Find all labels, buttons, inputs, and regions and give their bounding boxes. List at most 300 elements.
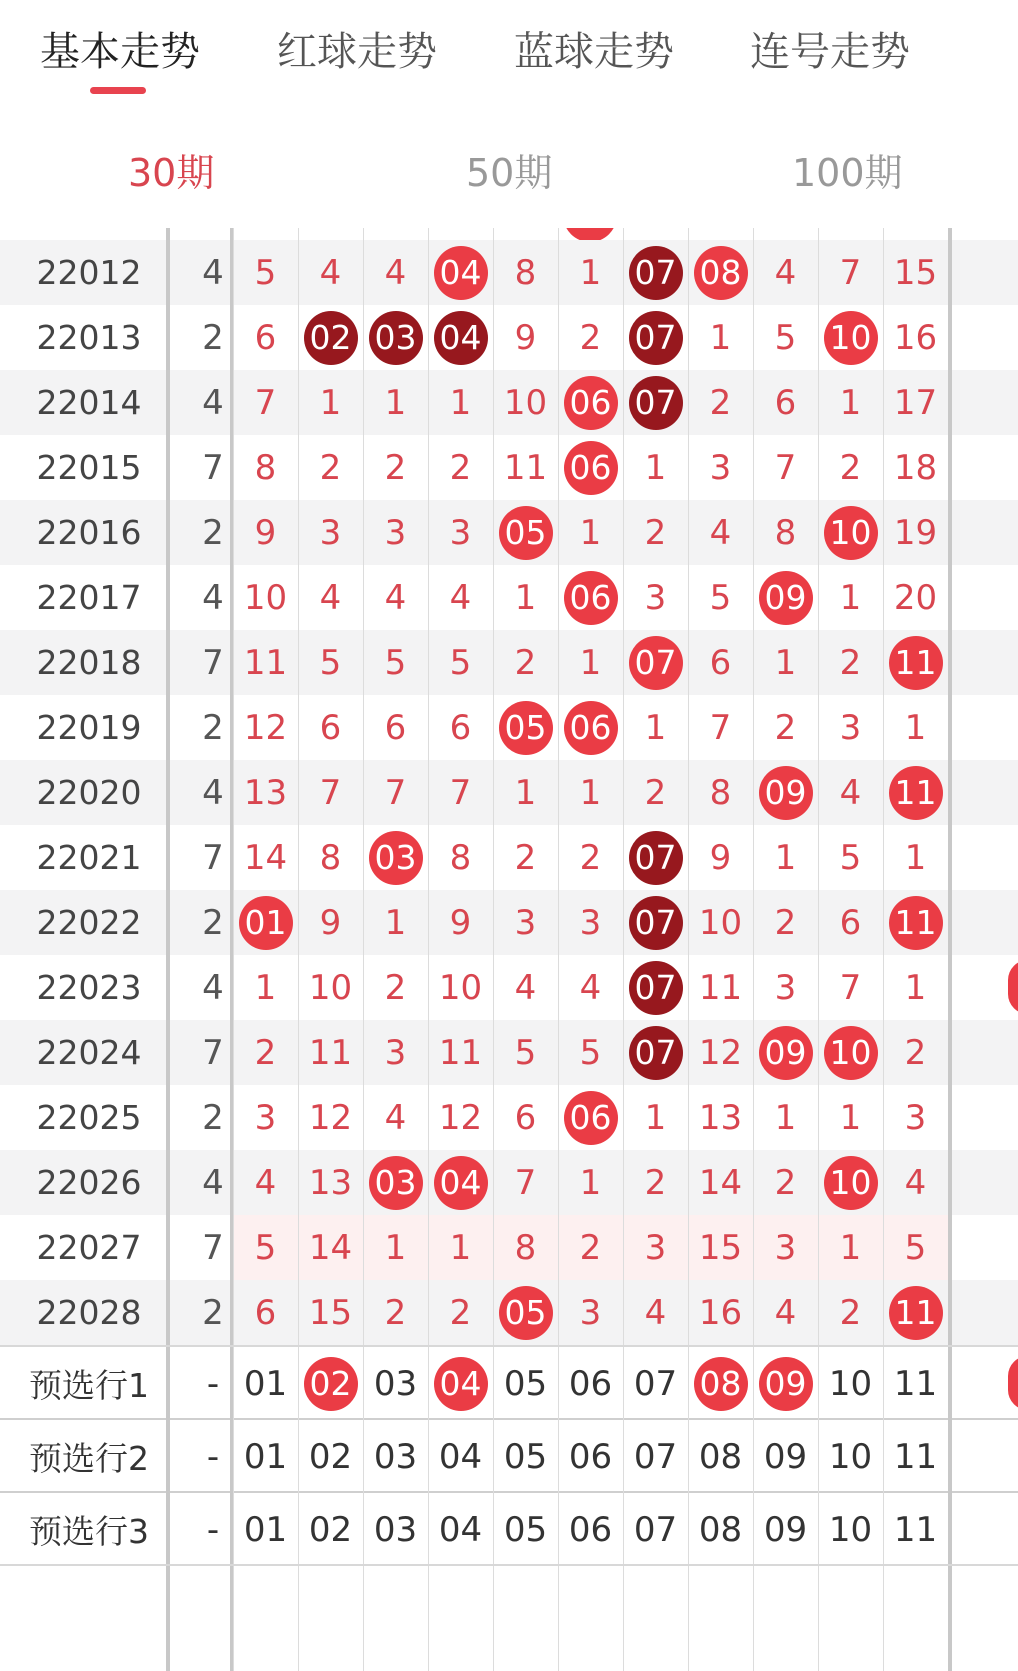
column-divider: [166, 228, 170, 1671]
number-cell: [883, 1215, 948, 1280]
number-cell: [233, 435, 298, 500]
miss-count: 6: [254, 317, 277, 358]
number-cell: [818, 890, 883, 955]
select-cell[interactable]: [428, 1347, 493, 1420]
number-cell: [298, 760, 363, 825]
miss-count: 17: [893, 382, 938, 423]
number-cell: [298, 630, 363, 695]
select-number[interactable]: 09: [763, 1436, 808, 1477]
column-divider: [818, 228, 819, 1671]
select-cell[interactable]: [428, 1420, 493, 1493]
number-ball: 07: [629, 961, 683, 1015]
number-cell: [753, 890, 818, 955]
select-cell[interactable]: [623, 1347, 688, 1420]
miss-count: 2: [839, 447, 862, 488]
column-divider: [558, 228, 559, 1671]
select-cell[interactable]: [363, 1420, 428, 1493]
select-number[interactable]: 05: [503, 1509, 548, 1550]
tab-3[interactable]: 蓝球走势: [514, 29, 674, 75]
preselect-sum: -: [206, 1363, 220, 1404]
select-number[interactable]: 07: [633, 1509, 678, 1550]
number-cell: [883, 1020, 948, 1085]
miss-count: 10: [438, 967, 483, 1008]
tab-1[interactable]: 基本走势: [40, 29, 200, 75]
issue-number: 22025: [36, 1098, 142, 1137]
table-row: [0, 500, 1018, 565]
miss-count: 6: [709, 642, 732, 683]
miss-count: 14: [698, 1162, 743, 1203]
select-cell[interactable]: [623, 1493, 688, 1566]
issue-number: 22013: [36, 318, 142, 357]
miss-count: 4: [709, 512, 732, 553]
select-number[interactable]: 10: [828, 1509, 873, 1550]
select-cell[interactable]: [753, 1347, 818, 1420]
select-number[interactable]: 04: [438, 1509, 483, 1550]
select-cell[interactable]: [818, 1493, 883, 1566]
number-cell: [558, 1150, 623, 1215]
number-cell: [558, 630, 623, 695]
select-cell[interactable]: [493, 1493, 558, 1566]
number-cell: [883, 760, 948, 825]
number-cell: [818, 305, 883, 370]
number-cell: [818, 1280, 883, 1345]
miss-count: 4: [449, 577, 472, 618]
select-cell[interactable]: [493, 1347, 558, 1420]
select-number[interactable]: 03: [373, 1436, 418, 1477]
number-cell: [428, 1020, 493, 1085]
preselect-label: 预选行3: [29, 1512, 149, 1551]
number-ball: 06: [564, 1091, 618, 1145]
select-cell[interactable]: [558, 1493, 623, 1566]
select-number[interactable]: 03: [373, 1363, 418, 1404]
miss-count: 3: [904, 1097, 927, 1138]
miss-count: 10: [698, 902, 743, 943]
miss-count: 1: [384, 902, 407, 943]
number-cell: [883, 630, 948, 695]
select-cell[interactable]: [493, 1420, 558, 1493]
number-ball: 09: [759, 1026, 813, 1080]
number-cell: [818, 825, 883, 890]
number-cell: [493, 1280, 558, 1345]
select-cell[interactable]: [298, 1493, 363, 1566]
trend-table[interactable]: [0, 228, 1018, 1671]
miss-count: 3: [254, 1097, 277, 1138]
number-cell: [558, 240, 623, 305]
miss-count: 14: [308, 1227, 353, 1268]
select-cell[interactable]: [883, 1493, 948, 1566]
number-cell: [493, 500, 558, 565]
number-cell: [363, 695, 428, 760]
column-divider: [623, 228, 624, 1671]
number-cell: [558, 825, 623, 890]
miss-count: 2: [449, 447, 472, 488]
number-cell: [428, 1085, 493, 1150]
select-cell[interactable]: [363, 1347, 428, 1420]
miss-count: 2: [514, 837, 537, 878]
number-ball: 10: [824, 1026, 878, 1080]
preselect-row: [0, 1345, 1018, 1420]
number-cell: [623, 1085, 688, 1150]
number-cell: [623, 630, 688, 695]
select-cell[interactable]: [818, 1347, 883, 1420]
number-cell: [558, 955, 623, 1020]
miss-count: 1: [839, 1097, 862, 1138]
tab-4[interactable]: 连号走势: [750, 29, 910, 75]
number-cell: [688, 240, 753, 305]
number-cell: [428, 435, 493, 500]
number-cell: [233, 955, 298, 1020]
number-ball: 01: [239, 896, 293, 950]
miss-count: 15: [698, 1227, 743, 1268]
table-row: [0, 240, 1018, 305]
number-cell: [818, 370, 883, 435]
number-cell: [298, 1280, 363, 1345]
select-cell[interactable]: [428, 1493, 493, 1566]
number-cell: [558, 1280, 623, 1345]
number-cell: [363, 890, 428, 955]
number-cell: [428, 305, 493, 370]
number-cell: [233, 500, 298, 565]
number-ball: 08: [694, 246, 748, 300]
number-cell: [688, 1020, 753, 1085]
issue-number: 22019: [36, 708, 142, 747]
number-ball: 10: [824, 1156, 878, 1210]
miss-count: 6: [254, 1292, 277, 1333]
number-ball[interactable]: 04: [434, 1357, 488, 1411]
miss-count: 4: [384, 252, 407, 293]
number-cell: [753, 760, 818, 825]
miss-count: 2: [774, 707, 797, 748]
number-cell: [818, 435, 883, 500]
table-row: [0, 890, 1018, 955]
number-cell: [688, 1280, 753, 1345]
select-number[interactable]: 05: [503, 1363, 548, 1404]
select-number[interactable]: 11: [893, 1436, 938, 1477]
select-cell[interactable]: [363, 1493, 428, 1566]
number-cell: [493, 695, 558, 760]
select-cell[interactable]: [688, 1347, 753, 1420]
select-number[interactable]: 02: [308, 1436, 353, 1477]
select-number[interactable]: 08: [698, 1509, 743, 1550]
number-cell: [688, 890, 753, 955]
number-cell: [883, 565, 948, 630]
select-number[interactable]: 04: [438, 1436, 483, 1477]
period-option-3[interactable]: 100期: [792, 151, 903, 195]
number-cell: [688, 435, 753, 500]
miss-count: 15: [893, 252, 938, 293]
select-cell[interactable]: [753, 1493, 818, 1566]
number-cell: [428, 1280, 493, 1345]
miss-count: 1: [904, 967, 927, 1008]
number-cell: [753, 370, 818, 435]
miss-count: 16: [893, 317, 938, 358]
miss-count: 5: [319, 642, 342, 683]
number-cell: [428, 1215, 493, 1280]
number-cell: [818, 240, 883, 305]
miss-count: 5: [579, 1032, 602, 1073]
miss-count: 2: [774, 1162, 797, 1203]
number-cell: [623, 1215, 688, 1280]
number-cell: [753, 240, 818, 305]
miss-count: 7: [319, 772, 342, 813]
number-cell: [363, 370, 428, 435]
number-ball: 07: [629, 376, 683, 430]
issue-number: 22027: [36, 1228, 142, 1267]
number-ball: 06: [564, 571, 618, 625]
number-cell: [753, 1215, 818, 1280]
miss-count: 1: [839, 1227, 862, 1268]
miss-count: 4: [254, 1162, 277, 1203]
number-cell: [558, 695, 623, 760]
miss-count: 7: [254, 382, 277, 423]
number-cell: [493, 565, 558, 630]
number-cell: [298, 305, 363, 370]
number-ball: 09: [759, 766, 813, 820]
select-number[interactable]: 06: [568, 1363, 613, 1404]
miss-count: 2: [319, 447, 342, 488]
miss-count: 1: [514, 772, 537, 813]
number-cell: [363, 240, 428, 305]
number-cell: [558, 890, 623, 955]
miss-count: 1: [254, 967, 277, 1008]
miss-count: 10: [503, 382, 548, 423]
miss-count: 3: [579, 1292, 602, 1333]
number-cell: [493, 305, 558, 370]
select-cell[interactable]: [298, 1420, 363, 1493]
number-cell: [493, 825, 558, 890]
sum-value: 4: [202, 382, 224, 423]
issue-number: 22015: [36, 448, 142, 487]
column-divider: [298, 228, 299, 1671]
tab-2[interactable]: 红球走势: [277, 29, 437, 75]
number-cell: [558, 1020, 623, 1085]
number-cell: [883, 240, 948, 305]
miss-count: 2: [579, 1227, 602, 1268]
select-cell[interactable]: [233, 1420, 298, 1493]
miss-count: 1: [579, 1162, 602, 1203]
sum-value: 2: [202, 707, 224, 748]
issue-number: 22014: [36, 383, 142, 422]
number-cell: [753, 630, 818, 695]
miss-count: 2: [449, 1292, 472, 1333]
number-cell: [688, 760, 753, 825]
number-ball: 07: [629, 896, 683, 950]
miss-count: 11: [243, 642, 288, 683]
number-ball[interactable]: 09: [759, 1357, 813, 1411]
miss-count: 7: [839, 967, 862, 1008]
number-cell: [493, 760, 558, 825]
number-cell: [233, 695, 298, 760]
preselect-row: [0, 1491, 1018, 1566]
select-number[interactable]: 07: [633, 1363, 678, 1404]
number-cell: [558, 305, 623, 370]
select-cell[interactable]: [818, 1420, 883, 1493]
number-cell: [363, 1215, 428, 1280]
select-cell[interactable]: [688, 1420, 753, 1493]
select-number[interactable]: 07: [633, 1436, 678, 1477]
select-number[interactable]: 10: [828, 1363, 873, 1404]
select-cell[interactable]: [753, 1420, 818, 1493]
select-number[interactable]: 02: [308, 1509, 353, 1550]
number-cell: [558, 1085, 623, 1150]
number-cell: [363, 1150, 428, 1215]
number-cell: [428, 370, 493, 435]
number-cell: [233, 890, 298, 955]
issue-number: 22028: [36, 1293, 142, 1332]
number-cell: [818, 1020, 883, 1085]
table-row: [0, 1020, 1018, 1085]
number-cell: [493, 1150, 558, 1215]
select-cell[interactable]: [688, 1493, 753, 1566]
number-cell: [298, 695, 363, 760]
number-cell: [363, 565, 428, 630]
select-number[interactable]: 01: [243, 1436, 288, 1477]
miss-count: 1: [384, 382, 407, 423]
miss-count: 4: [384, 577, 407, 618]
select-number[interactable]: 03: [373, 1509, 418, 1550]
number-cell: [298, 825, 363, 890]
number-cell: [818, 630, 883, 695]
number-ball: 11: [889, 766, 943, 820]
miss-count: 1: [774, 837, 797, 878]
number-cell: [753, 1020, 818, 1085]
sum-value: 2: [202, 1292, 224, 1333]
number-cell: [428, 630, 493, 695]
number-cell: [233, 565, 298, 630]
number-cell: [688, 825, 753, 890]
select-number[interactable]: 11: [893, 1363, 938, 1404]
select-number[interactable]: 10: [828, 1436, 873, 1477]
number-ball: 10: [824, 506, 878, 560]
number-ball: 03: [369, 1156, 423, 1210]
number-cell: [298, 1215, 363, 1280]
number-cell: [688, 1085, 753, 1150]
edge-ball-cut: [1008, 1356, 1018, 1410]
miss-count: 12: [243, 707, 288, 748]
select-cell[interactable]: [558, 1347, 623, 1420]
number-cell: [623, 305, 688, 370]
number-ball: 05: [499, 506, 553, 560]
edge-ball-cut: [1008, 960, 1018, 1014]
number-cell: [818, 500, 883, 565]
select-number[interactable]: 01: [243, 1509, 288, 1550]
miss-count: 8: [709, 772, 732, 813]
miss-count: 6: [319, 707, 342, 748]
select-cell[interactable]: [233, 1347, 298, 1420]
miss-count: 12: [438, 1097, 483, 1138]
select-cell[interactable]: [233, 1493, 298, 1566]
miss-count: 2: [384, 967, 407, 1008]
number-cell: [298, 565, 363, 630]
table-row: [0, 1215, 1018, 1280]
number-cell: [753, 955, 818, 1020]
issue-number: 22020: [36, 773, 142, 812]
select-number[interactable]: 09: [763, 1509, 808, 1550]
column-divider: [688, 228, 689, 1671]
number-cell: [688, 565, 753, 630]
period-option-1[interactable]: 30期: [128, 151, 215, 195]
number-cell: [298, 500, 363, 565]
number-cell: [623, 955, 688, 1020]
miss-count: 8: [514, 252, 537, 293]
number-cell: [688, 305, 753, 370]
number-cell: [818, 1150, 883, 1215]
number-cell: [233, 630, 298, 695]
number-cell: [558, 760, 623, 825]
miss-count: 1: [449, 1227, 472, 1268]
miss-count: 2: [644, 772, 667, 813]
select-cell[interactable]: [298, 1347, 363, 1420]
number-cell: [298, 1020, 363, 1085]
number-cell: [623, 435, 688, 500]
number-cell: [883, 955, 948, 1020]
period-option-2[interactable]: 50期: [466, 151, 553, 195]
miss-count: 4: [319, 577, 342, 618]
number-cell: [493, 370, 558, 435]
select-cell[interactable]: [883, 1347, 948, 1420]
sum-value: 7: [202, 1227, 224, 1268]
miss-count: 2: [904, 1032, 927, 1073]
select-number[interactable]: 06: [568, 1509, 613, 1550]
number-cell: [493, 1215, 558, 1280]
number-cell: [233, 1085, 298, 1150]
number-cell: [363, 1085, 428, 1150]
number-cell: [883, 370, 948, 435]
miss-count: 3: [449, 512, 472, 553]
number-cell: [298, 890, 363, 955]
select-number[interactable]: 08: [698, 1436, 743, 1477]
sum-value: 4: [202, 1162, 224, 1203]
number-cell: [363, 500, 428, 565]
number-cell: [493, 1085, 558, 1150]
select-number[interactable]: 06: [568, 1436, 613, 1477]
miss-count: 4: [579, 967, 602, 1008]
number-ball: 11: [889, 1286, 943, 1340]
table-row: [0, 370, 1018, 435]
number-cell: [428, 760, 493, 825]
miss-count: 6: [449, 707, 472, 748]
miss-count: 1: [579, 772, 602, 813]
select-cell[interactable]: [623, 1420, 688, 1493]
number-ball: 11: [889, 896, 943, 950]
miss-count: 1: [774, 1097, 797, 1138]
miss-count: 4: [774, 252, 797, 293]
select-number[interactable]: 01: [243, 1363, 288, 1404]
number-ball[interactable]: 02: [304, 1357, 358, 1411]
select-cell[interactable]: [558, 1420, 623, 1493]
number-ball: 03: [369, 831, 423, 885]
select-cell[interactable]: [883, 1420, 948, 1493]
select-number[interactable]: 05: [503, 1436, 548, 1477]
number-ball: 09: [759, 571, 813, 625]
column-divider: [363, 228, 364, 1671]
sum-value: 7: [202, 447, 224, 488]
miss-count: 16: [698, 1292, 743, 1333]
preselect-label: 预选行1: [29, 1366, 149, 1405]
number-ball[interactable]: 08: [694, 1357, 748, 1411]
number-cell: [688, 1215, 753, 1280]
number-cell: [558, 565, 623, 630]
number-cell: [363, 305, 428, 370]
miss-count: 4: [514, 967, 537, 1008]
period-selector: [0, 130, 1018, 210]
miss-count: 8: [774, 512, 797, 553]
issue-number: 22023: [36, 968, 142, 1007]
miss-count: 5: [774, 317, 797, 358]
number-cell: [428, 695, 493, 760]
miss-count: 6: [774, 382, 797, 423]
select-number[interactable]: 11: [893, 1509, 938, 1550]
